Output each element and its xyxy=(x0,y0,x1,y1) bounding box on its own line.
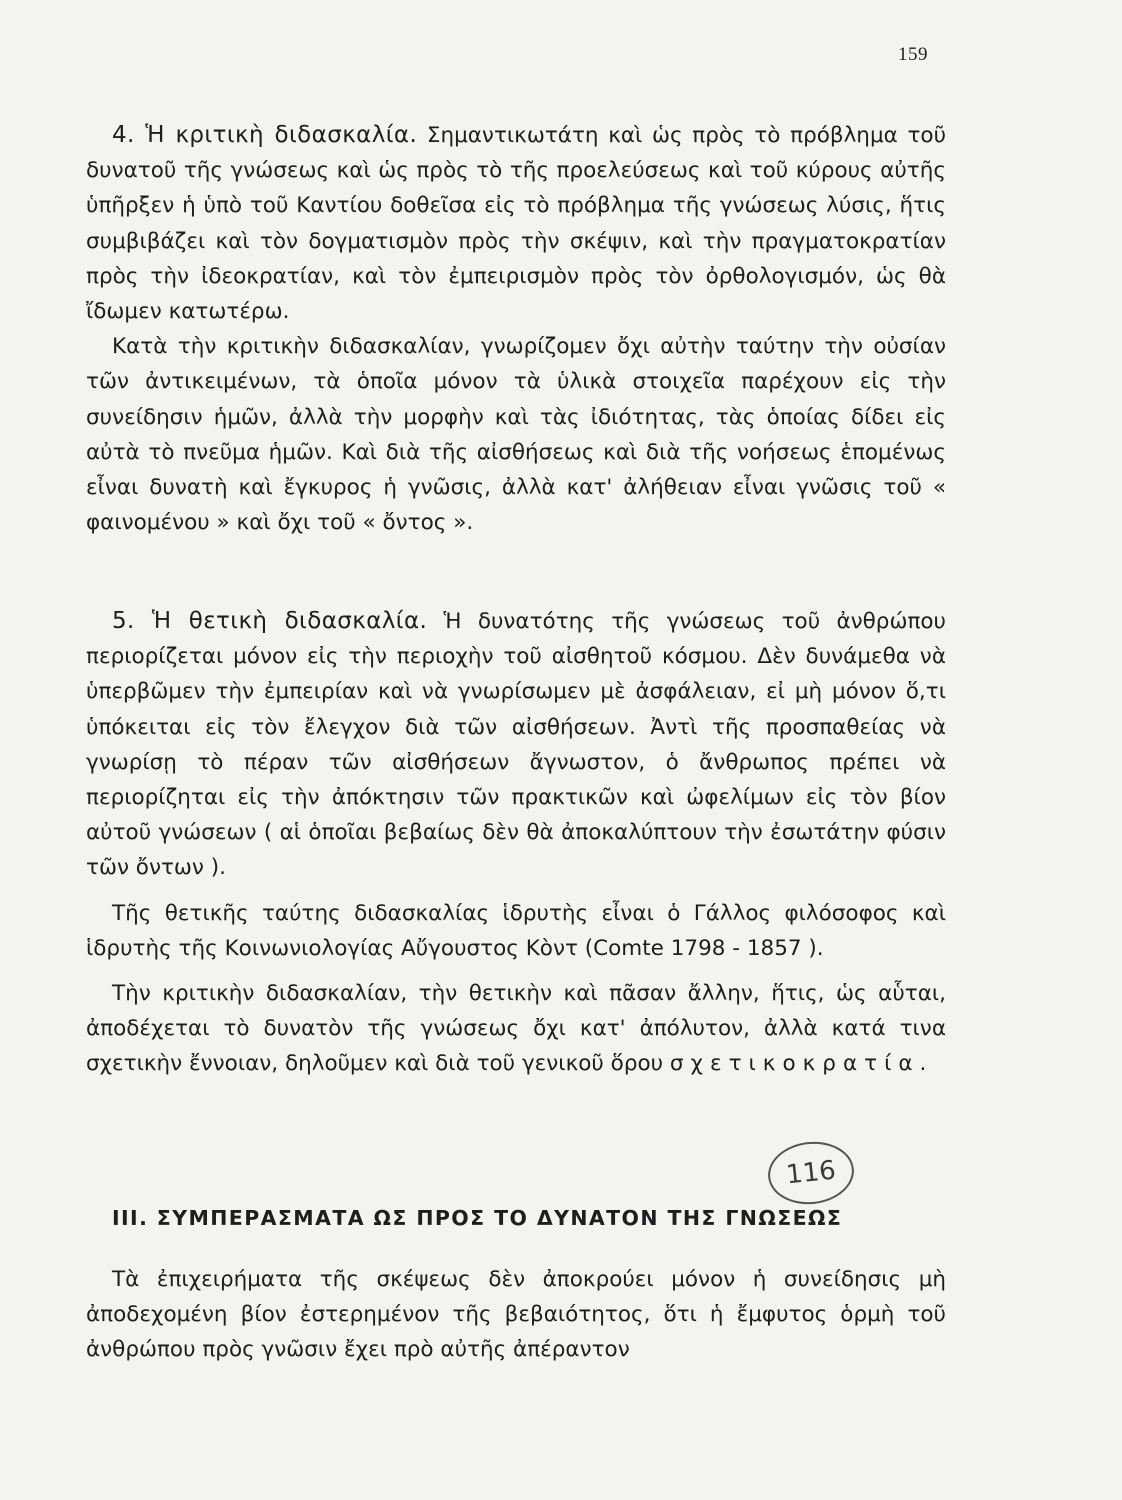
section-3-block xyxy=(86,1262,946,1368)
section-5-paragraph-1 xyxy=(86,604,946,886)
section-4-paragraph-1 xyxy=(86,118,946,329)
section-5-paragraph-3-end: . xyxy=(919,1051,927,1077)
section-4-block xyxy=(86,118,946,540)
section-5-paragraph-2: Τῆς θετικῆς ταύτης διδασκαλίας ἱδρυτὴς εἶναι ὁ Γάλλος φιλόσοφος καὶ ἱδρυτὴς τῆς Κοινωνιολογίας Αὔγουστος Κὸντ (Comte 1798 - 1857 ). xyxy=(86,900,946,961)
handwritten-circled-number: 116 xyxy=(765,1138,857,1209)
section-3-paragraph-1: Τὰ ἐπιχειρήματα τῆς σκέψεως δὲν ἀποκρούει μόνον ἡ συνείδησις μὴ ἀποδεχομένη βίον ἐστερημένον τῆς βεβαιότητος, ὅτι ἡ ἔμφυτος ὁρμὴ τοῦ ἀνθρώπου πρὸς γνῶσιν ἔχει πρὸ αὐτῆς ἀπέραντον xyxy=(86,1267,946,1363)
section-5-paragraph-3-text: Τὴν κριτικὴν διδασκαλίαν, τὴν θετικὴν καὶ πᾶσαν ἄλλην, ἥτις, ὡς αὗται, ἀποδέχεται τὸ δυνατὸν τῆς γνώσεως ὄχι κατ' ἀπόλυτον, ἀλλὰ κατά τινα σχετικὴν ἔννοιαν, δηλοῦμεν καὶ διὰ τοῦ γενικοῦ ὅρου xyxy=(86,981,946,1077)
relativism-term: σχετικοκρατία xyxy=(669,1051,920,1077)
section-4-paragraph-2: Κατὰ τὴν κριτικὴν διδασκαλίαν, γνωρίζομεν ὄχι αὐτὴν ταύτην τὴν οὐσίαν τῶν ἀντικειμένων, τὰ ὁποῖα μόνον τὰ ὑλικὰ στοιχεῖα παρέχουν εἰς τὴν συνείδησιν ἡμῶν, ἀλλὰ τὴν μορφὴν καὶ τὰς ἰδιότητας, τὰς ὁποίας δίδει εἰς αὐτὰ τὸ πνεῦμα ἡμῶν. Καὶ διὰ τῆς αἰσθήσεως καὶ διὰ τῆς νοήσεως ἑπομένως εἶναι δυνατὴ καὶ ἔγκυρος ἡ γνῶσις, ἀλλὰ κατ' ἀλήθειαν εἶναι γνῶσις τοῦ « φαινομένου » καὶ ὄχι τοῦ « ὄντος ». xyxy=(86,334,946,536)
section-5-heading: 5. Ἡ θετικὴ διδασκαλία. xyxy=(112,608,428,634)
section-5-block xyxy=(86,604,946,1082)
section-4-paragraph-1-text: Σημαντικωτάτη καὶ ὡς πρὸς τὸ πρόβλημα τοῦ δυνατοῦ τῆς γνώσεως καὶ ὡς πρὸς τὸ τῆς προελεύσεως καὶ τοῦ κύρους αὐτῆς ὑπῆρξεν ἡ ὑπὸ τοῦ Καντίου δοθεῖσα εἰς τὸ πρόβλημα τῆς γνώσεως λύσις, ἥτις συμβιβάζει καὶ τὸν δογματισμὸν πρὸς τὴν σκέψιν, καὶ τὴν πραγματοκρατίαν πρὸς τὴν ἰδεοκρατίαν, καὶ τὸν ἐμπειρισμὸν πρὸς τὸν ὀρθολογισμόν, ὡς θὰ ἴδωμεν κατωτέρω. xyxy=(86,123,947,325)
page-number: 159 xyxy=(898,44,928,65)
section-3-title: ΙΙΙ. ΣΥΜΠΕΡΑΣΜΑΤΑ ΩΣ ΠΡΟΣ ΤΟ ΔΥΝΑΤΟΝ ΤΗΣ ΓΝΩΣΕΩΣ xyxy=(112,1206,843,1230)
section-4-heading: 4. Ἡ κριτικὴ διδασκαλία. xyxy=(112,122,418,148)
section-5-paragraph-3 xyxy=(86,976,946,1082)
section-5-paragraph-1-text: Ἡ δυνατότης τῆς γνώσεως τοῦ ἀνθρώπου περιορίζεται μόνον εἰς τὴν περιοχὴν τοῦ αἰσθητοῦ κόσμου. Δὲν δυνάμεθα νὰ ὑπερβῶμεν τὴν ἐμπειρίαν καὶ νὰ γνωρίσωμεν μὲ ἀσφάλειαν, εἰ μὴ μόνον ὅ,τι ὑπόκειται εἰς τὸν ἔλεγχον διὰ τῶν αἰσθήσεων. Ἀντὶ τῆς προσπαθείας νὰ γνωρίσῃ τὸ πέραν τῶν αἰσθήσεων ἄγνωστον, ὁ ἄνθρωπος πρέπει νὰ περιορίζηται εἰς τὴν ἀπόκτησιν τῶν πρακτικῶν καὶ ὠφελίμων εἰς τὸν βίον αὐτοῦ γνώσεων ( αἱ ὁποῖαι βεβαίως δὲν θὰ ἀποκαλύπτουν τὴν ἐσωτάτην φύσιν τῶν ὄντων ). xyxy=(86,609,946,881)
